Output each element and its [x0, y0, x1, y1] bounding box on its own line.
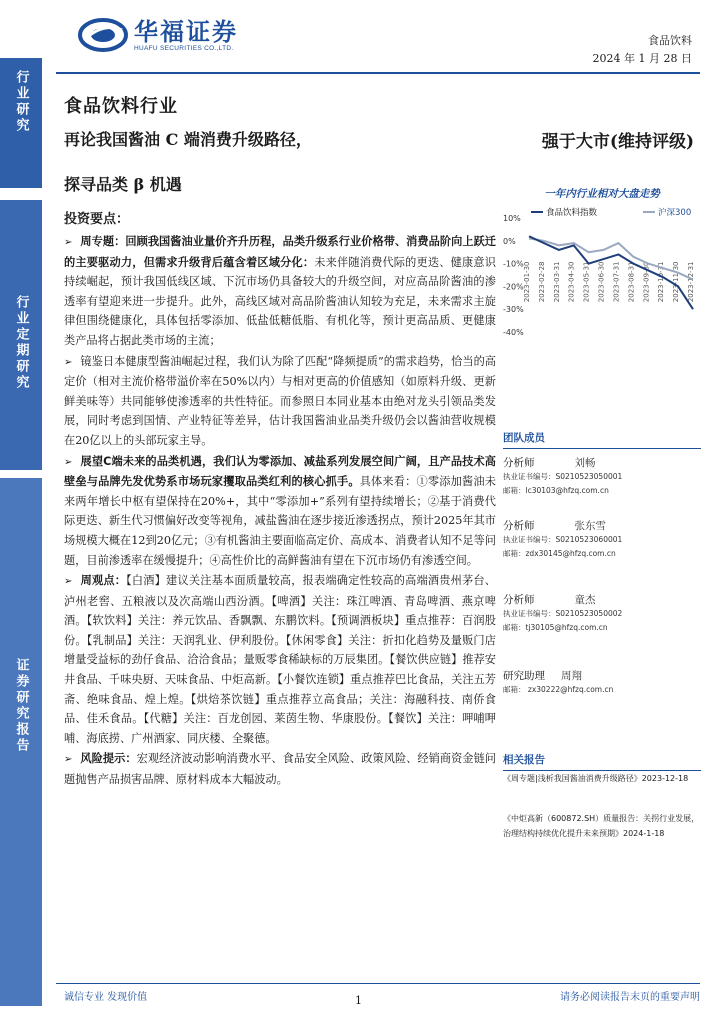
x-tick-label: 2023-05-31	[582, 261, 591, 303]
header-meta	[593, 32, 692, 68]
related-report-link[interactable]: 《中炬高新（600872.SH）质量报告：关拐行业发展，治理结构持续优化提升未来预期》2024-1-18	[503, 814, 700, 838]
rating: 强于大市(维持评级)	[541, 132, 694, 152]
x-tick-label: 2023-01-30	[523, 261, 531, 303]
paragraph: ➢ 风险提示：宏观经济波动影响消费水平、食品安全风险、政策风险、经销商资金链问题抛售产品损害品牌、原材料成本大幅波动。	[64, 752, 496, 787]
arrow-bullet-icon: ➢	[64, 356, 73, 368]
industry-title: 食品饮料行业	[64, 96, 178, 117]
related-reports-title: 相关报告	[503, 752, 701, 771]
trend-chart	[503, 200, 701, 336]
header-category: 食品饮料	[648, 34, 692, 47]
trend-chart-svg	[503, 200, 701, 336]
y-tick-label: -20%	[503, 282, 524, 292]
related-report-link[interactable]: 《周专题|浅析我国酱油消费升级路径》2023-12-18	[503, 774, 689, 783]
x-tick-label: 2023-12-31	[687, 261, 695, 303]
arrow-bullet-icon: ➢	[64, 754, 73, 766]
company-logo	[78, 18, 238, 52]
y-tick-label: 10%	[503, 214, 521, 223]
arrow-bullet-icon: ➢	[64, 576, 73, 588]
header-divider	[56, 72, 700, 74]
x-tick-label: 2023-07-31	[612, 261, 621, 303]
key-points-title: 投资要点：	[64, 212, 130, 227]
company-name-en: HUAFU SECURITIES CO.,LTD.	[134, 44, 234, 52]
arrow-bullet-icon: ➢	[64, 456, 73, 468]
team-title: 团队成员	[503, 430, 701, 449]
footer-slogan: 诚信专业 发现价值	[64, 992, 148, 1003]
key-points-body	[64, 232, 496, 791]
team-member: 分析师 童杰 执业证书编号：S0210523050002 邮箱：tj30105@hfzq.com.cn	[503, 594, 623, 632]
side-strip-securities-report: 证券研究报告	[0, 478, 42, 1006]
x-tick-label: 2023-02-28	[537, 261, 546, 303]
legend-label: 沪深300	[658, 208, 692, 218]
team-member: 分析师 张东雪 执业证书编号：S0210523060001 邮箱：zdx30145@hfzq.com.cn	[503, 520, 623, 558]
page-number: 1	[355, 994, 362, 1007]
footer-disclaimer: 请务必阅读报告末页的重要声明	[560, 992, 700, 1003]
x-tick-label: 2023-06-30	[597, 261, 606, 303]
x-tick-label: 2023-03-31	[552, 261, 561, 303]
team-member: 研究助理 周翔 邮箱： zx30222@hfzq.com.cn	[503, 670, 614, 694]
x-tick-label: 2023-10-31	[657, 261, 666, 303]
y-tick-label: -10%	[503, 259, 524, 269]
header-date: 2024 年 1 月 28 日	[592, 52, 692, 65]
paragraph: ➢ 周观点：【白酒】建议关注基本面质量较高，报表端确定性较高的高端酒贵州茅台、泸州老窖、五粮液以及次高端山西汾酒。【啤酒】关注：珠江啤酒、青岛啤酒、燕京啤酒。【软饮料】关注：养元饮品、香飘飘、东鹏饮料。【预调酒板块】重点推荐：百润股份。【乳制品】关注：天润乳业、伊利股份。【休闲零食】关注：折扣化趋势及量贩门店增量受益标的劲仔食品、洽洽食品；量贩零食稀缺标的万辰集团。【餐饮供应链】推荐安井食品、千味央厨、天味食品、中炬高新。【小餐饮连锁】重点推荐巴比食品，关注五芳斋、绝味食品、煌上煌。【烘焙茶饮链】重点推荐立高食品；关注：海融科技、南侨食品、佳禾食品。【代糖】关注：百龙创园、莱茵生物、华康股份。【餐饮】关注：呷哺呷哺、海底捞、广州酒家、同庆楼、全聚德。	[64, 574, 496, 745]
side-strip-industry-research: 行业研究	[0, 58, 42, 188]
y-tick-label: -30%	[503, 305, 524, 315]
legend-label: 食品饮料指数	[546, 208, 598, 218]
paragraph: ➢ 展望C端未来的品类机遇，我们认为零添加、减盐系列发展空间广阔，且产品技术高壁垒与品牌先发优势系市场玩家攫取品类红利的核心抓手。具体来看：①零添加酱油未来两年增长中枢有望保持在20%+，其中“零添加+”系列有望持续增长；②基于消费代际更迭、新生代习惯偏好改变等视角，减盐酱油在逐步接近渗透拐点，预计2025年其市场规模大概在12到20亿元；③有机酱油主要面临高定价、高成本、消费者认知不足等问题，目前渗透率在缓慢提升；④高性价比的高鲜酱油有望在下沉市场仍有渗透空间。	[64, 454, 496, 567]
x-tick-label: 2023-04-30	[567, 261, 576, 303]
chart-title: 一年内行业相对大盘走势	[544, 188, 660, 200]
x-tick-label: 2023-09-30	[642, 261, 651, 303]
huafu-logo-icon	[78, 18, 128, 52]
paragraph: ➢ 镜鉴日本健康型酱油崛起过程，我们认为除了匹配“降频提质”的需求趋势，恰当的高定价（相对主流价格带溢价率在50%以内）与相对更高的价值感知（如原料升级、更新鲜美味等）共同能够使渗透率的共性特征。而参照日本同业基本由绝对龙头引领品类发展，同时考虑到国情、产业特征等差异，估计我国酱油业品类升级仍会以酱油营收规模在20亿以上的头部玩家主导。	[64, 354, 496, 447]
side-strip-periodic-research: 行业定期研究	[0, 200, 42, 470]
team-member: 分析师 刘畅 执业证书编号：S0210523050001 邮箱：lc30103@hfzq.com.cn	[503, 457, 623, 495]
company-name-cn: 华福证券	[134, 17, 238, 46]
arrow-bullet-icon: ➢	[64, 237, 73, 248]
paragraph: ➢ 周专题：回顾我国酱油业量价齐升历程，品类升级系行业价格带、消费品阶向上跃迁的主要驱动力，但需求升级背后蕴含着区域分化：未来伴随消费代际的更迭、健康意识持续崛起，预计我国低线区域、下沉市场仍具备较大的升级空间，对应高品阶酱油的渗透率有望迎来进一步提升。此外，高线区域对高品阶酱油认知较为充足，未来需求主旋律但围绕健康化，具体包括零添加、低盐低糖低脂、有机化等，预计更高品质、更健康类产品将占据此类市场的主流；	[64, 235, 496, 347]
x-tick-label: 2023-11-30	[672, 261, 681, 303]
y-tick-label: 0%	[503, 236, 516, 246]
report-title-line1: 再论我国酱油 C 端消费升级路径，	[64, 130, 312, 149]
x-tick-label: 2023-08-31	[627, 261, 636, 303]
y-tick-label: -40%	[503, 328, 524, 336]
footer-divider	[56, 983, 700, 984]
report-title-line2: 探寻品类 β 机遇	[64, 175, 182, 194]
